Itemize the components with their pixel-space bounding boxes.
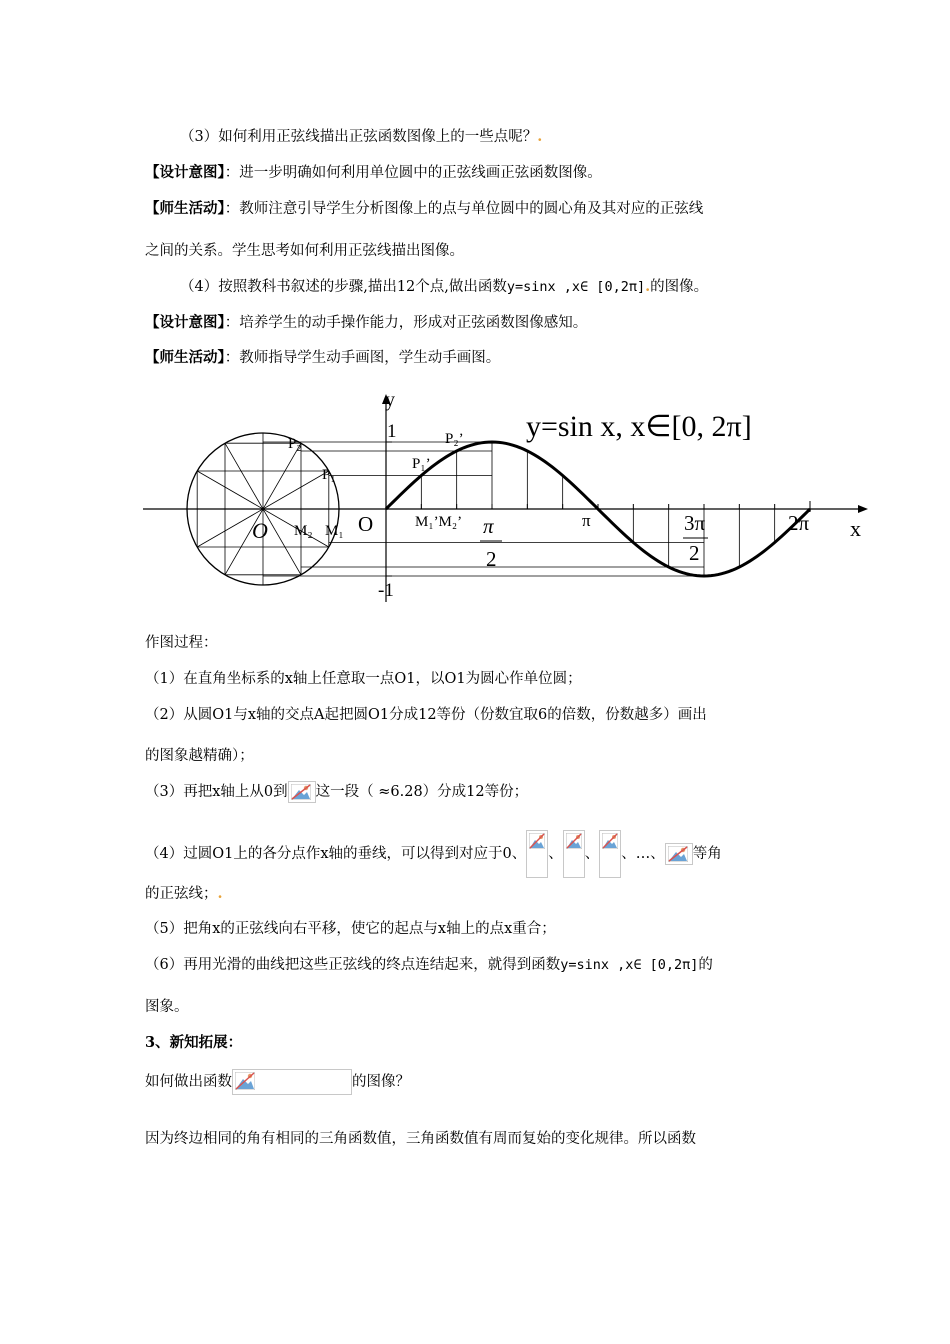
unit-circle: [187, 433, 339, 585]
origin-label: O: [358, 512, 374, 536]
broken-image-icon: [599, 830, 621, 878]
tick-label-3pi-half-num: 3π: [684, 511, 706, 535]
y-axis-label: y: [385, 389, 395, 411]
broken-image-icon: [665, 843, 693, 865]
step-4: （4）过圆O1上的各分点作x轴的垂线，可以得到对应于0、 、 、 、…、 等角: [145, 830, 722, 878]
step-3: （3）再把x轴上从0到 这一段（ ≈6.28）分成12等份；: [145, 781, 528, 803]
label-m2: M₂: [294, 523, 313, 539]
design-intent-2: 【设计意图】：培养学生的动手操作能力，形成对正弦函数图像感知。: [145, 314, 588, 331]
step-1: （1）在直角坐标系的x轴上任意取一点O1，以O1为圆心作单位圆；: [145, 671, 582, 687]
step-4-cont: 的正弦线；.: [145, 885, 223, 902]
label-m1-m2-prime: M₁’M₂’: [415, 514, 463, 530]
tick-label-2pi: 2π: [788, 511, 810, 535]
label-p1-prime: P₁’: [412, 456, 431, 472]
x-axis-arrow: [858, 505, 868, 513]
design-intent-1: 【设计意图】：进一步明确如何利用单位圆中的正弦线画正弦函数图像。: [145, 164, 602, 181]
extension-paragraph: 因为终边相同的角有相同的三角函数值，三角函数值有周而复始的变化规律。所以函数: [145, 1131, 696, 1147]
x-axis-label: x: [850, 516, 861, 541]
tick-label-pi-half-den: 2: [486, 547, 497, 571]
broken-image-icon: [526, 830, 548, 878]
tick-label-pi-half-num: π: [483, 514, 494, 538]
tick-label-pi: π: [582, 511, 591, 530]
broken-image-icon: [288, 781, 316, 803]
label-p1: P₁: [322, 467, 336, 483]
tick-label-3pi-half-den: 2: [689, 541, 700, 565]
broken-image-icon: [563, 830, 585, 878]
graph-title: y=sin x, x∈[0, 2π]: [526, 410, 752, 443]
teacher-activity-2: 【师生活动】：教师指导学生动手画图，学生动手画图。: [145, 349, 501, 366]
step-2-cont: 的图象越精确）；: [145, 748, 254, 764]
teacher-activity-1-cont: 之间的关系。学生思考如何利用正弦线描出图像。: [145, 243, 464, 259]
label-p2: P₂: [288, 436, 302, 452]
steps-heading: 作图过程：: [145, 635, 218, 651]
marker-dot: .: [537, 128, 543, 145]
label-m1: M₁: [325, 523, 344, 539]
question-3: （3）如何利用正弦线描出正弦函数图像上的一些点呢？.: [180, 128, 543, 145]
step-6-cont: 图象。: [145, 999, 189, 1015]
y-tick-1: 1: [387, 421, 397, 442]
extension-question: 如何做出函数 的图像？: [145, 1069, 410, 1095]
question-4: （4）按照教科书叙述的步骤,描出12个点,做出函数y=sinx ,x∈ [0,2π].的图像。: [180, 278, 709, 295]
teacher-activity-1: 【师生活动】：教师注意引导学生分析图像上的点与单位圆中的圆心角及其对应的正弦线: [145, 200, 704, 217]
label-p2-prime: P₂’: [445, 431, 464, 447]
extension-heading: 3、新知拓展：: [145, 1034, 243, 1051]
step-2: （2）从圆O1与x轴的交点A起把圆O1分成12等份（份数宜取6的倍数，份数越多）画出: [145, 707, 707, 723]
broken-image-icon: [232, 1069, 352, 1095]
step-5: （5）把角x的正弦线向右平移，使它的起点与x轴上的点x重合；: [145, 921, 556, 937]
y-tick-neg1: -1: [378, 580, 394, 601]
sine-graph-figure: [140, 380, 880, 608]
step-6: （6）再用光滑的曲线把这些正弦线的终点连结起来，就得到函数y=sinx ,x∈ [0,2π]的: [145, 957, 713, 973]
circle-center-label: O: [252, 518, 268, 543]
